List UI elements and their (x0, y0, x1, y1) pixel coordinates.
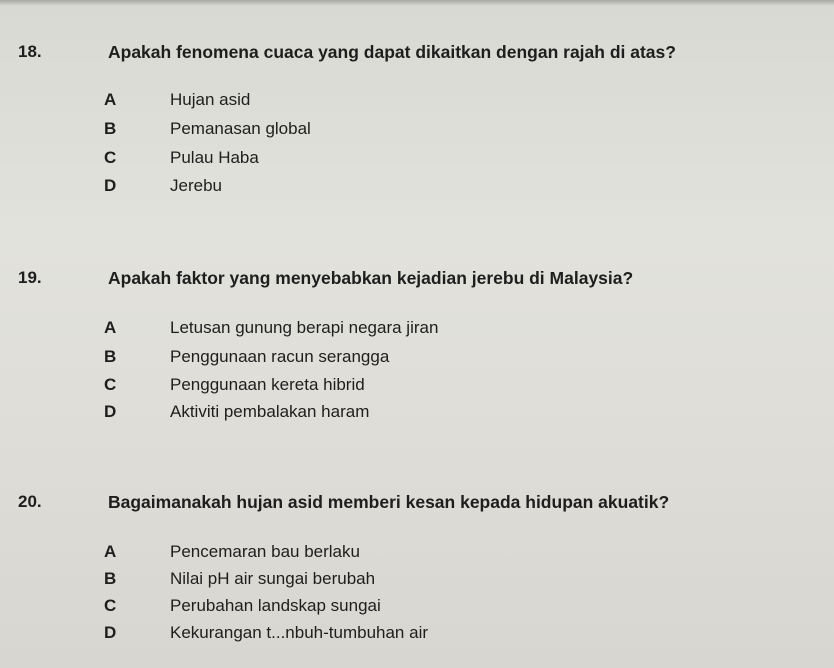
option-a[interactable] (0, 90, 700, 114)
option-text: Aktiviti pembalakan haram (170, 402, 370, 421)
paper-top-edge (0, 0, 834, 6)
option-text: Penggunaan racun serangga (170, 347, 390, 366)
question-text: Apakah fenomena cuaca yang dapat dikaitkan dengan rajah di atas? (108, 42, 676, 62)
option-a[interactable] (0, 542, 700, 566)
option-text: Perubahan landskap sungai (170, 596, 381, 615)
option-letter: C (104, 375, 117, 394)
question-text: Bagaimanakah hujan asid memberi kesan kepada hidupan akuatik? (108, 492, 670, 512)
option-letter: D (104, 176, 117, 195)
question-text: Apakah faktor yang menyebabkan kejadian jerebu di Malaysia? (108, 268, 634, 288)
option-text: Hujan asid (170, 90, 251, 109)
option-c[interactable] (0, 375, 700, 399)
question-number: 20. (18, 492, 42, 511)
option-text: Letusan gunung berapi negara jiran (170, 318, 439, 337)
option-letter: B (104, 569, 117, 588)
option-text: Pemanasan global (170, 119, 311, 138)
option-letter: A (104, 90, 117, 109)
option-text: Pulau Haba (170, 148, 259, 167)
option-letter: B (104, 347, 117, 366)
option-d[interactable] (0, 176, 700, 200)
option-d[interactable] (0, 402, 700, 426)
option-text: Penggunaan kereta hibrid (170, 375, 365, 394)
option-letter: D (104, 402, 117, 421)
option-c[interactable] (0, 148, 700, 172)
option-letter: C (104, 596, 117, 615)
option-letter: D (104, 623, 117, 642)
option-letter: C (104, 148, 117, 167)
option-b[interactable] (0, 569, 700, 593)
option-letter: B (104, 119, 117, 138)
option-d[interactable] (0, 623, 700, 647)
question-number: 18. (18, 42, 42, 61)
option-b[interactable] (0, 119, 700, 143)
option-c[interactable] (0, 596, 700, 620)
option-text: Nilai pH air sungai berubah (170, 569, 376, 588)
question-number: 19. (18, 268, 42, 287)
option-letter: A (104, 318, 117, 337)
option-a[interactable] (0, 318, 700, 342)
option-b[interactable] (0, 347, 700, 371)
option-letter: A (104, 542, 117, 561)
option-text: Kekurangan t...nbuh-tumbuhan air (170, 623, 429, 642)
option-text: Jerebu (170, 176, 222, 195)
option-text: Pencemaran bau berlaku (170, 542, 360, 561)
